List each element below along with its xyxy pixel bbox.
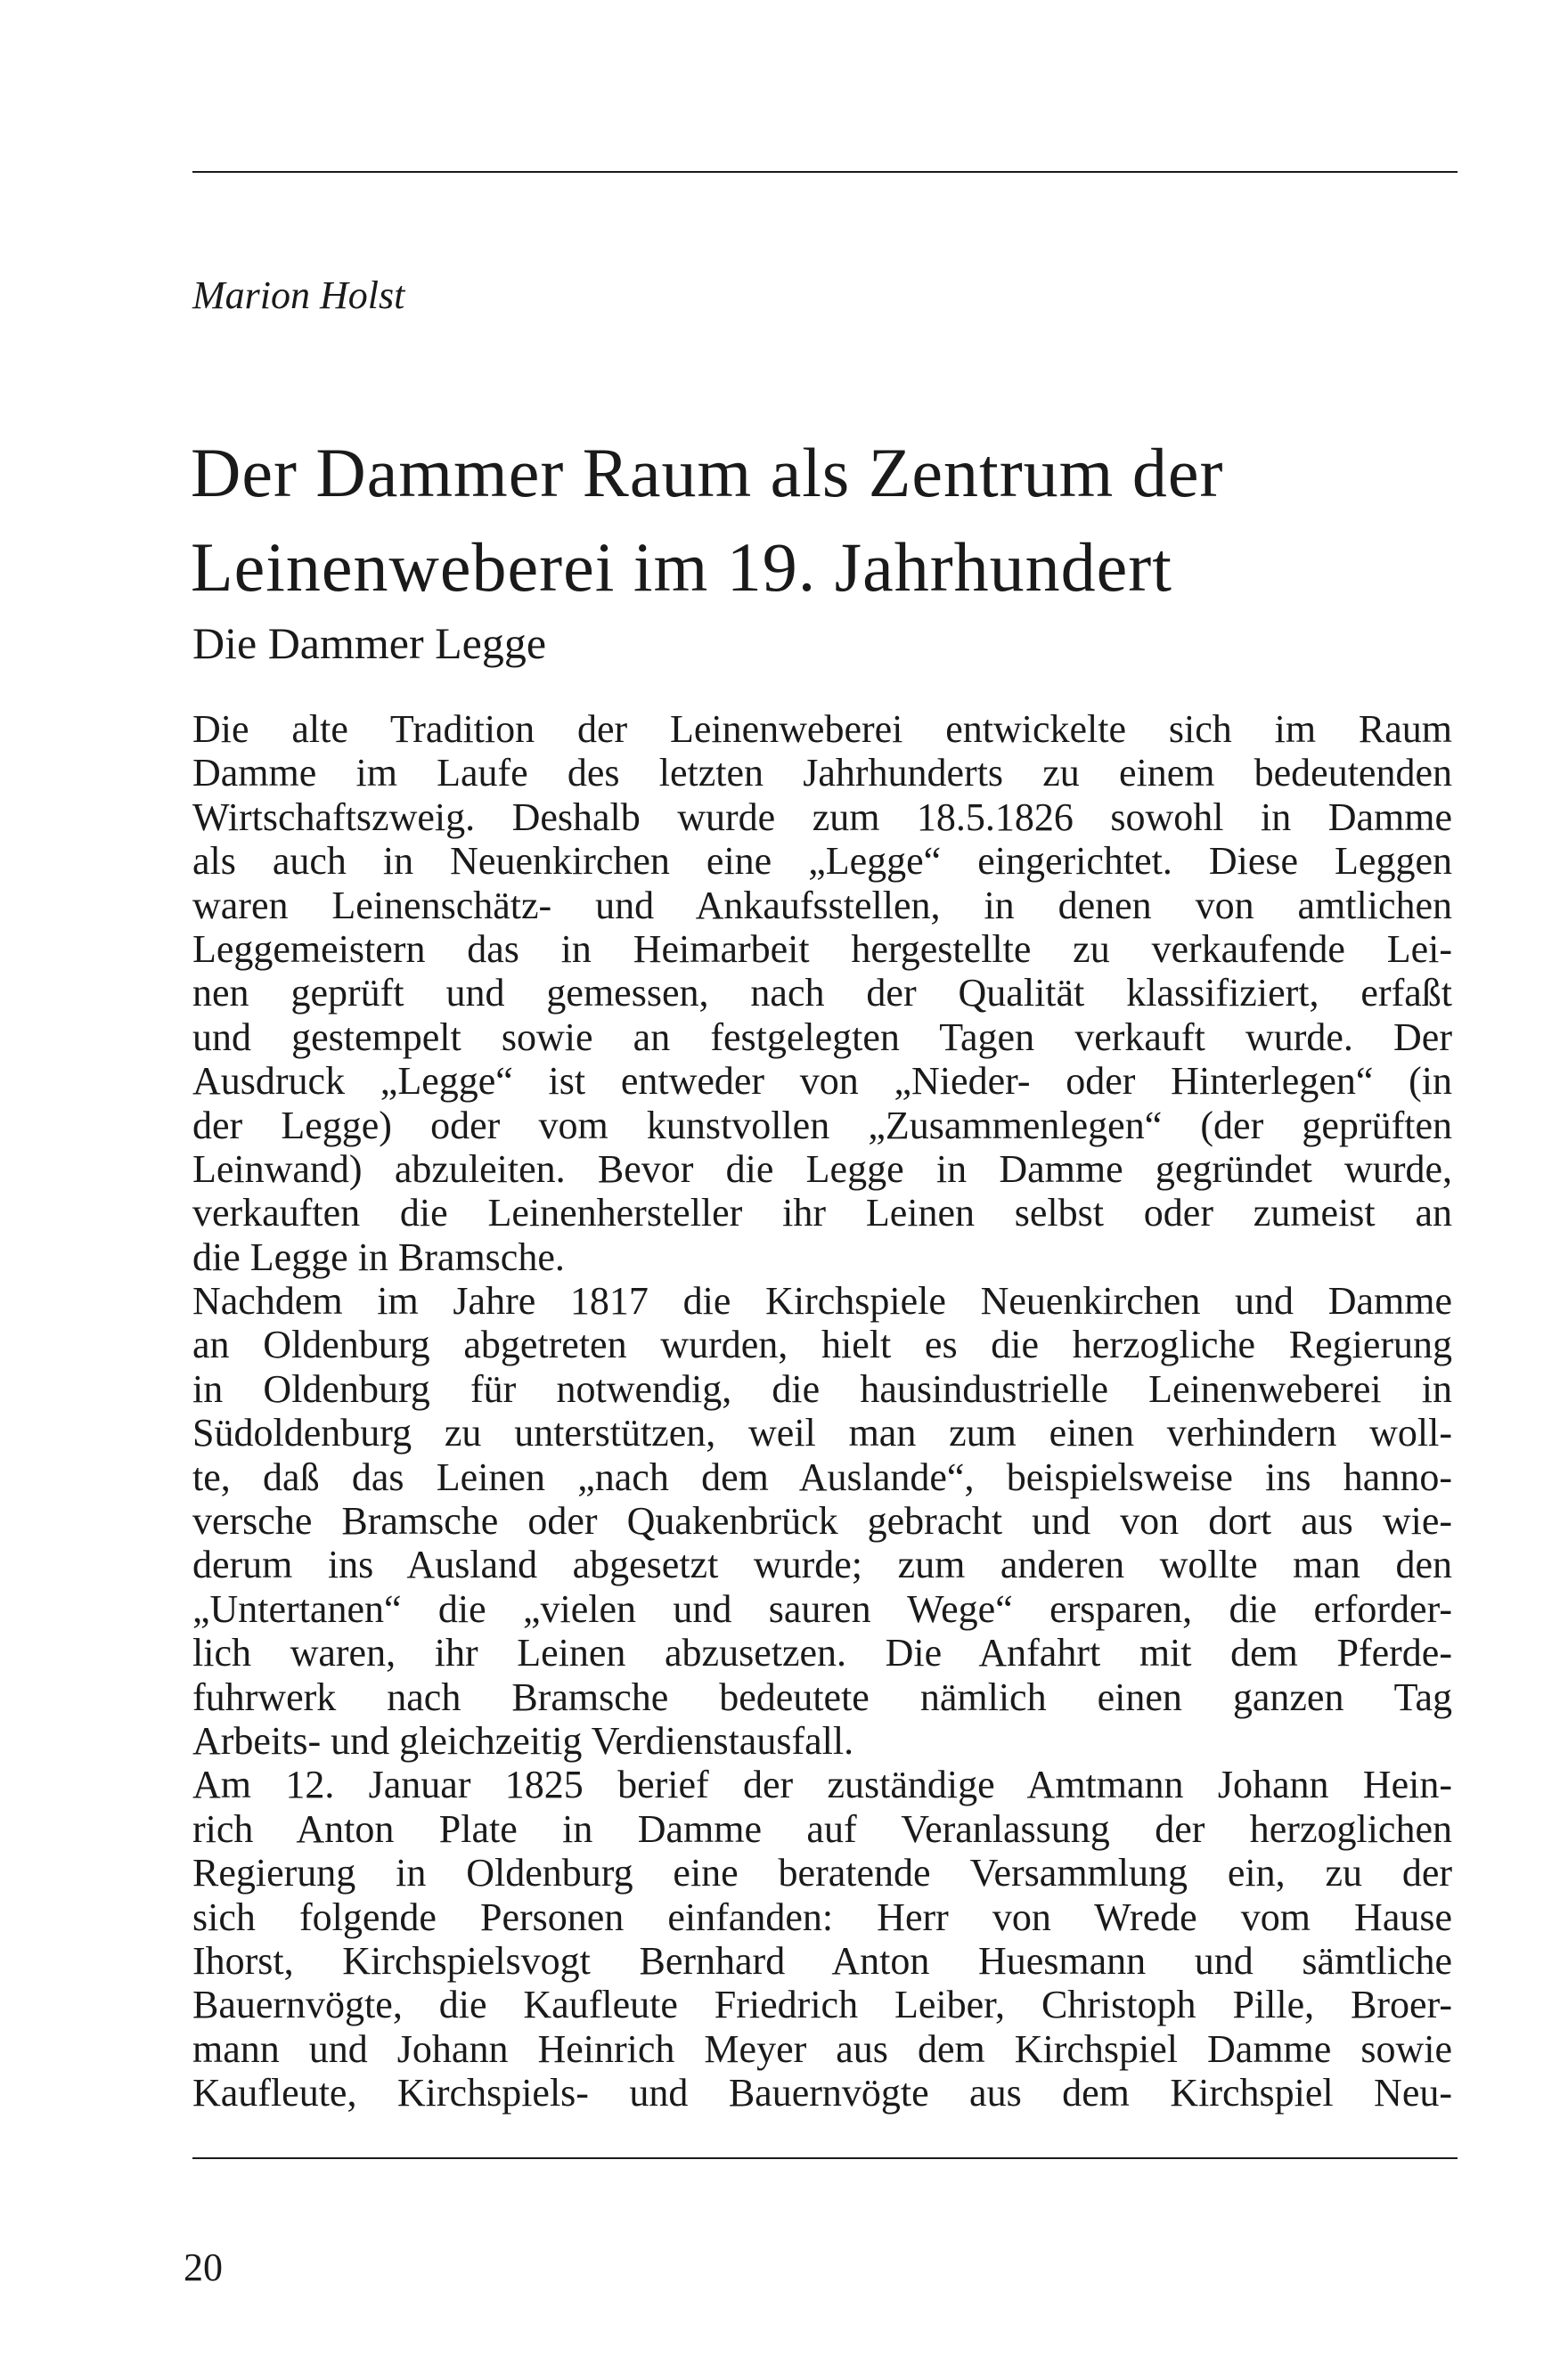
title-line: Der Dammer Raum als Zentrum der <box>191 434 1224 511</box>
body-line: und gestempelt sowie an festgelegten Tagen verkauft wurde. Der <box>192 1015 1452 1059</box>
author-name: Marion Holst <box>192 273 405 317</box>
body-line: waren Leinenschätz- und Ankaufsstellen, in denen von amtlichen <box>192 883 1452 927</box>
body-line: der Legge) oder vom kunstvollen „Zusammenlegen“ (der geprüften <box>192 1103 1452 1147</box>
body-line: die Legge in Bramsche. <box>192 1235 565 1279</box>
body-line: Nachdem im Jahre 1817 die Kirchspiele Neuenkirchen und Damme <box>192 1279 1452 1324</box>
body-line: Regierung in Oldenburg eine beratende Versammlung ein, zu der <box>192 1851 1452 1895</box>
title-line: Leinenweberei im 19. Jahrhundert <box>191 528 1172 606</box>
body-line: lich waren, ihr Leinen abzusetzen. Die Anfahrt mit dem Pferde- <box>192 1631 1452 1675</box>
body-line: Ausdruck „Legge“ ist entweder von „Nieder- oder Hinterlegen“ (in <box>192 1059 1452 1104</box>
body-line: sich folgende Personen einfanden: Herr von Wrede vom Hause <box>192 1895 1452 1939</box>
article-title <box>191 426 1223 615</box>
article-subtitle: Die Dammer Legge <box>192 618 547 668</box>
body-line: Arbeits- und gleichzeitig Verdienstausfall. <box>192 1718 854 1763</box>
body-line: te, daß das Leinen „nach dem Auslande“, beispielsweise ins hanno- <box>192 1455 1452 1499</box>
body-line: Kaufleute, Kirchspiels- und Bauernvögte aus dem Kirchspiel Neu- <box>192 2071 1452 2115</box>
body-line: Südoldenburg zu unterstützen, weil man zum einen verhindern woll- <box>192 1411 1452 1455</box>
body-line: versche Bramsche oder Quakenbrück gebracht und von dort aus wie- <box>192 1499 1452 1544</box>
body-line: Wirtschaftszweig. Deshalb wurde zum 18.5.1826 sowohl in Damme <box>192 795 1452 839</box>
footer-rule <box>192 2157 1458 2159</box>
body-line: Am 12. Januar 1825 berief der zuständige Amtmann Johann Hein- <box>192 1763 1452 1807</box>
body-line: Die alte Tradition der Leinenweberei entwickelte sich im Raum <box>192 707 1452 751</box>
body-line: rich Anton Plate in Damme auf Veranlassung der herzoglichen <box>192 1806 1452 1851</box>
article-body <box>192 707 1452 2115</box>
body-line: als auch in Neuenkirchen eine „Legge“ eingerichtet. Diese Leggen <box>192 839 1452 884</box>
body-line: nen geprüft und gemessen, nach der Qualität klassifiziert, erfaßt <box>192 971 1452 1015</box>
body-line: an Oldenburg abgetreten wurden, hielt es die herzogliche Regierung <box>192 1323 1452 1367</box>
body-line: fuhrwerk nach Bramsche bedeutete nämlich einen ganzen Tag <box>192 1675 1452 1719</box>
body-line: mann und Johann Heinrich Meyer aus dem Kirchspiel Damme sowie <box>192 2026 1452 2071</box>
body-line: Ihorst, Kirchspielsvogt Bernhard Anton Huesmann und sämtliche <box>192 1938 1452 1983</box>
body-line: Bauernvögte, die Kaufleute Friedrich Leiber, Christoph Pille, Broer- <box>192 1983 1452 2027</box>
header-rule <box>192 171 1458 173</box>
page-number: 20 <box>184 2246 223 2289</box>
body-line: Damme im Laufe des letzten Jahrhunderts zu einem bedeutenden <box>192 751 1452 795</box>
body-line: derum ins Ausland abgesetzt wurde; zum anderen wollte man den <box>192 1543 1452 1587</box>
body-line: Leinwand) abzuleiten. Bevor die Legge in Damme gegründet wurde, <box>192 1146 1452 1191</box>
body-line: „Untertanen“ die „vielen und sauren Wege“ ersparen, die erforder- <box>192 1586 1452 1631</box>
body-line: Leggemeistern das in Heimarbeit hergestellte zu verkaufende Lei- <box>192 926 1452 971</box>
body-line: in Oldenburg für notwendig, die hausindustrielle Leinenweberei in <box>192 1366 1452 1411</box>
body-line: verkauften die Leinenhersteller ihr Leinen selbst oder zumeist an <box>192 1191 1452 1235</box>
